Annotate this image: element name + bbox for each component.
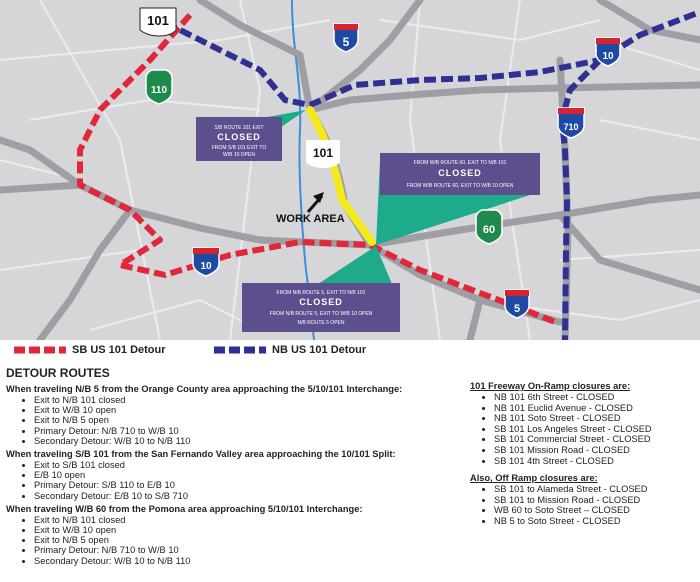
detour-section-heading: When traveling N/B 5 from the Orange County area approaching the 5/10/101 Interchange:: [6, 384, 403, 394]
detour-section-heading: When traveling S/B 101 from the San Fernando Valley area approaching the 10/101 Split:: [6, 449, 396, 460]
callout-sb101-exit: [196, 117, 282, 161]
legend-sb-label: SB US 101 Detour: [72, 344, 166, 356]
detour-section-list: [6, 460, 466, 501]
legend-nb-detour: [214, 344, 366, 356]
list-item: • SB 101 Commercial Street - CLOSED: [494, 434, 696, 445]
list-item: • Exit to W/B 10 open: [34, 525, 466, 535]
list-item: • SB 101 to Mission Road - CLOSED: [494, 495, 696, 506]
detour-title: DETOUR ROUTES: [6, 366, 110, 380]
us101-center-shield-label: 101: [312, 146, 334, 160]
callout-wb60: [380, 153, 540, 195]
legend-nb-label: NB US 101 Detour: [272, 344, 367, 356]
callout-nb5-line3: N/B ROUTE 5 OPEN: [297, 320, 345, 326]
sb-detour-swatch-icon: [14, 345, 66, 355]
list-item: • Primary Detour: N/B 710 to W/B 10: [34, 426, 466, 436]
i5-north-shield: [334, 24, 358, 52]
nb-detour-swatch-icon: [214, 345, 266, 355]
callout-nb5-line2: FROM N/B ROUTE 5, EXIT TO W/B 10 OPEN: [269, 311, 373, 317]
callout-wb60-line1: FROM W/B ROUTE 60, EXIT TO N/B 101: [413, 160, 507, 166]
ca110-shield: [146, 70, 172, 104]
offramp-list: [470, 484, 696, 526]
us101-center-shield: [306, 140, 340, 168]
onramp-list: [470, 392, 696, 466]
offramp-heading: Also, Off Ramp closures are:: [470, 473, 598, 484]
callout-sb101-line1: S/B ROUTE 101 EXIT: [214, 125, 264, 131]
detour-section-heading: When traveling W/B 60 from the Pomona area approaching 5/10/101 Interchange:: [6, 503, 363, 514]
list-item: • Exit to N/B 101 closed: [34, 395, 466, 405]
list-item: • Exit to S/B 101 closed: [34, 460, 466, 470]
callout-sb101-status: CLOSED: [217, 132, 261, 142]
list-item: • E/B 10 open: [34, 470, 466, 480]
i10-east-shield-label: 10: [602, 51, 614, 62]
ca110-shield-label: 110: [150, 85, 168, 96]
onramp-heading: 101 Freeway On-Ramp closures are:: [470, 381, 631, 391]
ramp-closures-panel: [470, 381, 696, 534]
i10-south-shield-label: 10: [200, 261, 212, 272]
list-item: • SB 101 4th Street - CLOSED: [494, 456, 696, 467]
list-item: • Secondary Detour: E/B 10 to S/B 710: [34, 491, 466, 501]
list-item: • Exit to N/B 5 open: [34, 535, 466, 545]
i5-north-shield-label: 5: [342, 35, 350, 49]
list-item: • Primary Detour: N/B 710 to W/B 10: [34, 545, 466, 555]
ca60-shield: [476, 210, 502, 244]
us101-shield-label: 101: [147, 13, 169, 28]
list-item: • SB 101 Los Angeles Street - CLOSED: [494, 424, 696, 435]
us101-shield: [140, 8, 176, 36]
list-item: • Exit to W/B 10 open: [34, 405, 466, 415]
list-item: • NB 101 Euclid Avenue - CLOSED: [494, 403, 696, 414]
list-item: • SB 101 to Alameda Street - CLOSED: [494, 484, 696, 495]
ca60-shield-label: 60: [482, 224, 496, 236]
work-area-label: WORK AREA: [276, 213, 345, 225]
detour-section-list: [6, 515, 466, 566]
map-legend: [0, 340, 700, 362]
list-item: • Primary Detour: S/B 110 to E/B 10: [34, 480, 466, 490]
list-item: • Exit to N/B 101 closed: [34, 515, 466, 525]
list-item: • NB 101 6th Street - CLOSED: [494, 392, 696, 403]
list-item: • NB 5 to Soto Street - CLOSED: [494, 516, 696, 527]
callout-wb60-line2: FROM W/B ROUTE 60, EXIT TO W/B 10 OPEN: [406, 183, 514, 189]
i710-shield-label: 710: [563, 122, 579, 132]
callout-nb5-status: CLOSED: [299, 297, 343, 307]
callout-nb5-line1: FROM N/B ROUTE 5, EXIT TO N/B 101: [276, 290, 366, 296]
list-item: • Exit to N/B 5 open: [34, 415, 466, 425]
list-item: • Secondary Detour: W/B 10 to N/B 110: [34, 436, 466, 446]
list-item: • Secondary Detour: W/B 10 to N/B 110: [34, 556, 466, 566]
legend-sb-detour: [14, 344, 166, 356]
detour-section-list: [6, 395, 466, 446]
callout-sb101-line3: W/B 10 OPEN: [223, 152, 255, 158]
list-item: • WB 60 to Soto Street – CLOSED: [494, 505, 696, 516]
callout-sb101-line2: FROM S/B 101 EXIT TO: [211, 145, 267, 151]
callout-nb5: [242, 283, 400, 332]
list-item: • NB 101 Soto Street - CLOSED: [494, 413, 696, 424]
i5-south-shield-label: 5: [513, 303, 521, 315]
list-item: • SB 101 Mission Road - CLOSED: [494, 445, 696, 456]
callout-wb60-status: CLOSED: [438, 168, 482, 178]
i710-shield: [558, 108, 584, 138]
i10-east-shield: [596, 38, 620, 66]
i5-south-shield: [505, 290, 529, 318]
i10-south-shield: [193, 248, 219, 276]
detour-routes-panel: [6, 366, 466, 569]
